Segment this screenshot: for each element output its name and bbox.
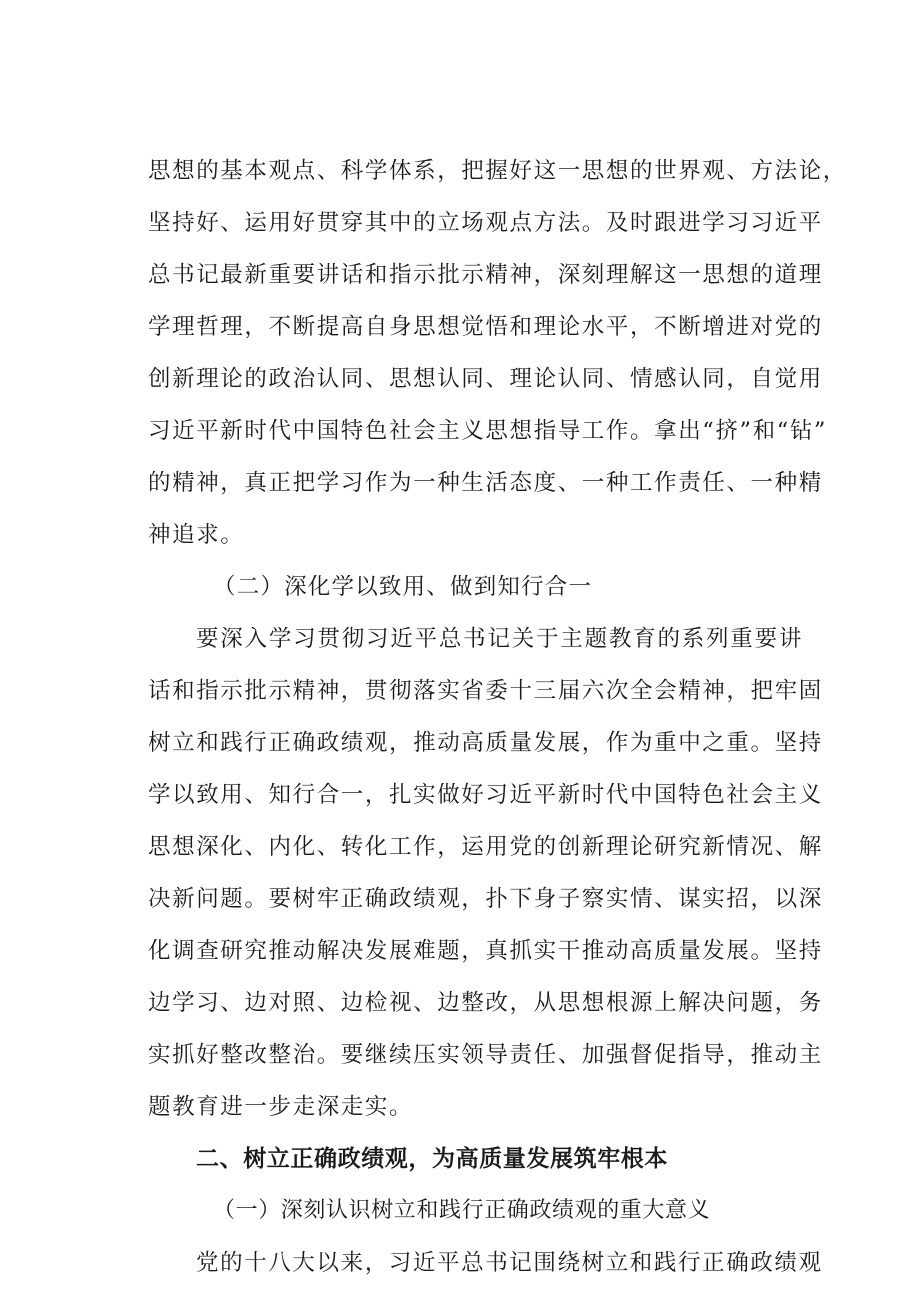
paragraph-2-line-4: 学以致用、知行合一，扎实做好习近平新时代中国特色社会主义 (148, 782, 823, 808)
paragraph-1-line-5: 创新理论的政治认同、思想认同、理论认同、情感认同，自觉用 (148, 366, 823, 392)
paragraph-1-line-7: 的精神，真正把学习作为一种生活态度、一种工作责任、一种精 (148, 470, 823, 496)
paragraph-1-line-4: 学理哲理，不断提高自身思想觉悟和理论水平，不断增进对党的 (148, 314, 823, 340)
paragraph-2-line-8: 边学习、边对照、边检视、边整改，从思想根源上解决问题，务 (148, 990, 823, 1016)
paragraph-2-line-3: 树立和践行正确政绩观，推动高质量发展，作为重中之重。坚持 (148, 730, 823, 756)
paragraph-2-line-1: 要深入学习贯彻习近平总书记关于主题教育的系列重要讲 (196, 626, 803, 652)
chapter-heading: 二、树立正确政绩观，为高质量发展筑牢根本 (196, 1146, 668, 1172)
paragraph-2-line-6: 决新问题。要树牢正确政绩观，扑下身子察实情、谋实招，以深 (148, 886, 823, 912)
paragraph-2-line-7: 化调查研究推动解决发展难题，真抓实干推动高质量发展。坚持 (148, 938, 823, 964)
paragraph-1-line-8: 神追求。 (148, 522, 245, 548)
paragraph-3-line-1: 党的十八大以来，习近平总书记围绕树立和践行正确政绩观 (196, 1250, 823, 1276)
paragraph-2-line-2: 话和指示批示精神，贯彻落实省委十三届六次全会精神，把牢固 (148, 678, 823, 704)
section-subheading: （二）深化学以致用、做到知行合一 (213, 574, 593, 600)
paragraph-2-line-9: 实抓好整改整治。要继续压实领导责任、加强督促指导，推动主 (148, 1042, 823, 1068)
paragraph-2-line-10: 题教育进一步走深走实。 (148, 1094, 414, 1120)
paragraph-1-line-2: 坚持好、运用好贯穿其中的立场观点方法。及时跟进学习习近平 (148, 210, 823, 236)
paragraph-1-line-1: 思想的基本观点、科学体系，把握好这一思想的世界观、方法论， (148, 158, 847, 184)
paragraph-1-line-3: 总书记最新重要讲话和指示批示精神，深刻理解这一思想的道理 (148, 262, 823, 288)
section-subheading: （一）深刻认识树立和践行正确政绩观的重大意义 (213, 1198, 711, 1223)
paragraph-2-line-5: 思想深化、内化、转化工作，运用党的创新理论研究新情况、解 (148, 834, 823, 860)
paragraph-1-line-6: 习近平新时代中国特色社会主义思想指导工作。拿出“挤”和“钻” (148, 418, 828, 444)
